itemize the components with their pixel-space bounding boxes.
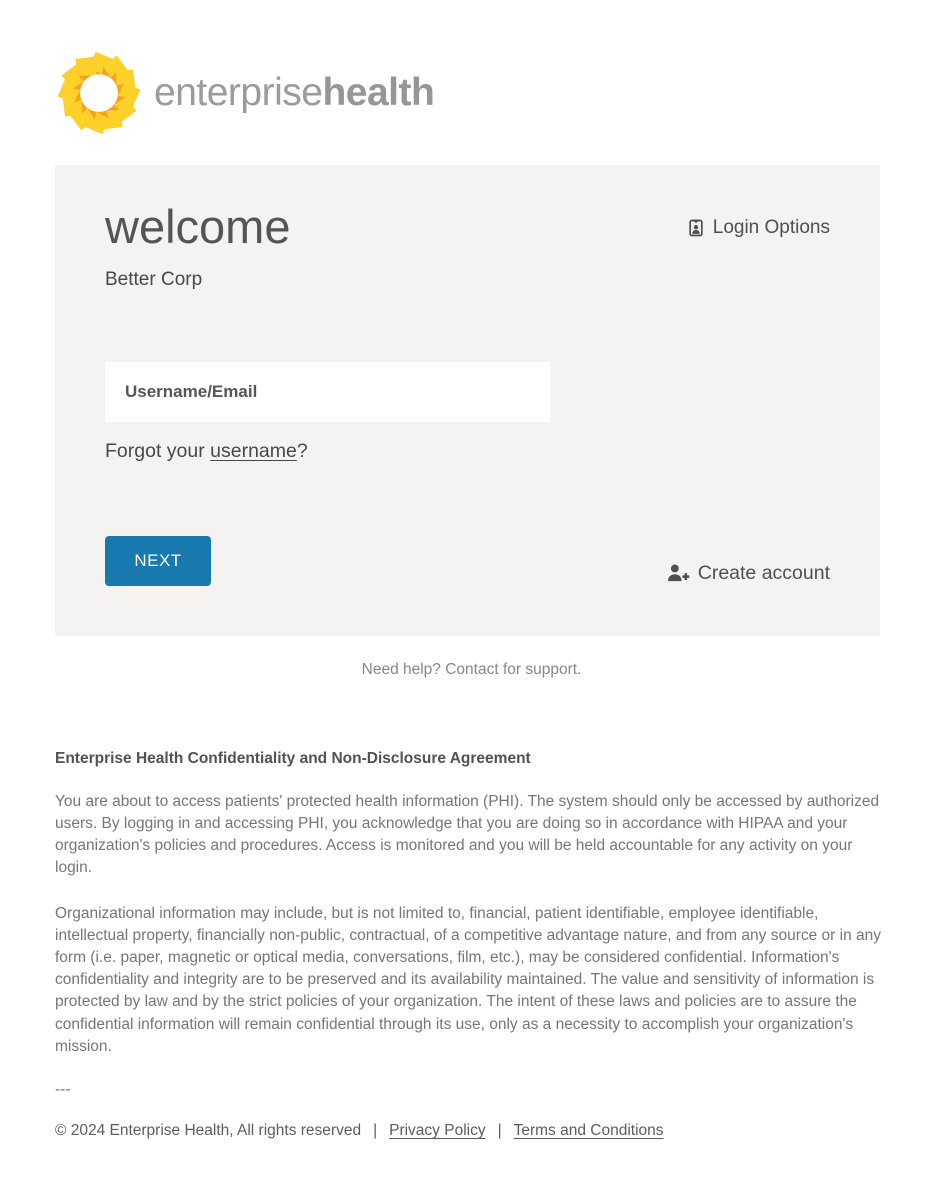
agreement-paragraph-2: Organizational information may include, but is not limited to, financial, patient identifiable, employee identifiable, intellectual property, financially non-public, contractual, of a competitive advantage nature, and from any source or in any form (i.e. paper, magnetic or optical media, conversations, film, etc.), may be considered confidential. Information's confidentiality and integrity are to be preserved and its availability maintained. The value and sensitivity of information is protected by law and by the strict policies of your organization. The intent of these laws and policies are to assure the confidential information will remain confidential through its use, only as a necessity to accomplish your organization's mission. — [55, 904, 881, 1055]
login-card — [55, 165, 880, 636]
login-card-header — [105, 201, 830, 253]
privacy-policy-link[interactable]: Privacy Policy — [389, 1121, 486, 1139]
agreement-paragraph-1: You are about to access patients' protected health information (PHI). The system should only be accessed by authorized users. By logging in and accessing PHI, you acknowledge that you are doing so in accordance with HIPAA and your organization's policies and procedures. Access is monitored and you will be held accountable for any activity on your login. — [55, 792, 880, 877]
username-input[interactable] — [105, 362, 550, 422]
login-action-row — [105, 536, 830, 586]
brand-wordmark — [154, 71, 434, 115]
agreement-divider: --- — [55, 1080, 71, 1098]
terms-and-conditions-link[interactable]: Terms and Conditions — [513, 1121, 664, 1139]
confidentiality-agreement — [55, 750, 887, 1099]
forgot-suffix: ? — [296, 439, 308, 462]
copyright-text: © 2024 Enterprise Health, All rights reserved — [55, 1121, 362, 1139]
create-account-label: Create account — [697, 561, 830, 584]
login-options-label: Login Options — [712, 217, 830, 238]
forgot-prefix: Forgot your — [105, 439, 211, 462]
forgot-username-line — [105, 440, 830, 463]
create-account-link[interactable] — [666, 562, 830, 585]
next-button[interactable]: NEXT — [105, 536, 211, 586]
organization-name: Better Corp — [105, 268, 203, 290]
person-plus-icon — [666, 563, 690, 583]
id-badge-icon — [686, 218, 706, 238]
brand-wordmark-light: enterprise — [154, 71, 323, 114]
welcome-title: welcome — [105, 200, 291, 253]
enterprise-health-sunburst-logo-icon — [56, 50, 142, 136]
brand-wordmark-bold: health — [322, 71, 435, 114]
site-footer — [55, 1122, 888, 1140]
login-options-link[interactable] — [686, 217, 830, 239]
footer-separator: | — [373, 1121, 378, 1139]
agreement-heading: Enterprise Health Confidentiality and Non-Disclosure Agreement — [55, 749, 531, 767]
footer-separator: | — [497, 1121, 502, 1139]
brand-header — [0, 0, 943, 138]
help-text: Need help? Contact for support. — [361, 660, 582, 678]
forgot-username-link[interactable]: username — [210, 439, 297, 462]
